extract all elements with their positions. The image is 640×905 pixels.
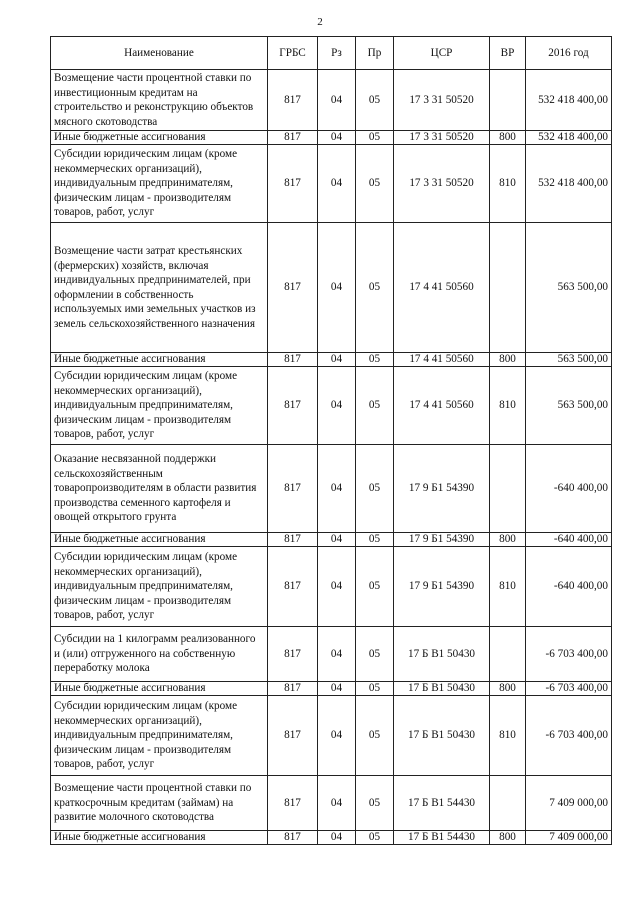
cell-rz: 04: [318, 696, 356, 776]
cell-pr: 05: [356, 445, 394, 533]
cell-rz: 04: [318, 533, 356, 547]
table-header-row: [51, 37, 612, 70]
cell-rz: 04: [318, 367, 356, 445]
cell-pr: 05: [356, 223, 394, 353]
cell-vr: [490, 627, 526, 682]
cell-grbs: 817: [268, 533, 318, 547]
cell-csr: 17 Б В1 54430: [394, 776, 490, 831]
cell-pr: 05: [356, 353, 394, 367]
cell-name: Возмещение части процентной ставки по краткосрочным кредитам (займам) на развитие молочного скотоводства: [51, 776, 268, 831]
cell-pr: 05: [356, 627, 394, 682]
cell-grbs: 817: [268, 367, 318, 445]
cell-amount: 563 500,00: [526, 353, 612, 367]
cell-vr: [490, 776, 526, 831]
cell-vr: 810: [490, 145, 526, 223]
cell-grbs: 817: [268, 223, 318, 353]
cell-csr: 17 9 Б1 54390: [394, 533, 490, 547]
cell-name: Субсидии на 1 килограмм реализованного и (или) отгруженного на собственную переработку молока: [51, 627, 268, 682]
header-pr: Пр: [356, 37, 394, 70]
cell-amount: 563 500,00: [526, 367, 612, 445]
cell-amount: -640 400,00: [526, 547, 612, 627]
header-name: Наименование: [51, 37, 268, 70]
cell-rz: 04: [318, 131, 356, 145]
cell-vr: 800: [490, 131, 526, 145]
cell-pr: 05: [356, 547, 394, 627]
cell-name: Возмещение части процентной ставки по инвестиционным кредитам на строительство и реконструкцию объектов мясного скотоводства: [51, 70, 268, 131]
table-row: [51, 223, 612, 353]
cell-amount: 532 418 400,00: [526, 145, 612, 223]
header-grbs: ГРБС: [268, 37, 318, 70]
cell-grbs: 817: [268, 145, 318, 223]
cell-grbs: 817: [268, 627, 318, 682]
cell-name: Оказание несвязанной поддержки сельскохозяйственным товаропроизводителям в области развития производства семенного картофеля и овощей открытого грунта: [51, 445, 268, 533]
table-row: [51, 776, 612, 831]
cell-pr: 05: [356, 131, 394, 145]
header-year: 2016 год: [526, 37, 612, 70]
cell-name: Субсидии юридическим лицам (кроме некоммерческих организаций), индивидуальным предпринимателям, физическим лицам - производителям товаров, работ, услуг: [51, 547, 268, 627]
table-row: [51, 627, 612, 682]
cell-pr: 05: [356, 682, 394, 696]
cell-csr: 17 Б В1 50430: [394, 627, 490, 682]
cell-vr: [490, 223, 526, 353]
cell-csr: 17 Б В1 50430: [394, 682, 490, 696]
table-row: [51, 353, 612, 367]
cell-rz: 04: [318, 776, 356, 831]
header-vr: ВР: [490, 37, 526, 70]
cell-name: Иные бюджетные ассигнования: [51, 831, 268, 845]
cell-grbs: 817: [268, 353, 318, 367]
table-row: [51, 445, 612, 533]
cell-grbs: 817: [268, 831, 318, 845]
cell-csr: 17 3 31 50520: [394, 70, 490, 131]
cell-amount: -6 703 400,00: [526, 696, 612, 776]
table-row: [51, 145, 612, 223]
cell-name: Возмещение части затрат крестьянских (фермерских) хозяйств, включая индивидуальных предпринимателей, при оформлении в собственность используемых ими земельных участков из земель сельскохозяйственного назначения: [51, 223, 268, 353]
cell-vr: 800: [490, 353, 526, 367]
cell-pr: 05: [356, 696, 394, 776]
cell-rz: 04: [318, 831, 356, 845]
cell-name: Субсидии юридическим лицам (кроме некоммерческих организаций), индивидуальным предпринимателям, физическим лицам - производителям товаров, работ, услуг: [51, 696, 268, 776]
table-row: [51, 70, 612, 131]
cell-grbs: 817: [268, 696, 318, 776]
cell-grbs: 817: [268, 682, 318, 696]
cell-name: Иные бюджетные ассигнования: [51, 353, 268, 367]
cell-rz: 04: [318, 445, 356, 533]
table-row: [51, 533, 612, 547]
cell-grbs: 817: [268, 131, 318, 145]
table-row: [51, 547, 612, 627]
table-row: [51, 682, 612, 696]
cell-pr: 05: [356, 776, 394, 831]
table-row: [51, 696, 612, 776]
cell-pr: 05: [356, 533, 394, 547]
cell-csr: 17 Б В1 54430: [394, 831, 490, 845]
cell-rz: 04: [318, 547, 356, 627]
cell-name: Иные бюджетные ассигнования: [51, 533, 268, 547]
cell-grbs: 817: [268, 547, 318, 627]
cell-vr: 810: [490, 367, 526, 445]
header-csr: ЦСР: [394, 37, 490, 70]
cell-name: Иные бюджетные ассигнования: [51, 131, 268, 145]
cell-grbs: 817: [268, 70, 318, 131]
cell-rz: 04: [318, 70, 356, 131]
cell-rz: 04: [318, 682, 356, 696]
cell-rz: 04: [318, 223, 356, 353]
cell-vr: 800: [490, 682, 526, 696]
cell-amount: 563 500,00: [526, 223, 612, 353]
cell-pr: 05: [356, 70, 394, 131]
cell-name: Иные бюджетные ассигнования: [51, 682, 268, 696]
cell-amount: 7 409 000,00: [526, 776, 612, 831]
cell-pr: 05: [356, 145, 394, 223]
cell-amount: -640 400,00: [526, 533, 612, 547]
cell-rz: 04: [318, 627, 356, 682]
cell-amount: 532 418 400,00: [526, 131, 612, 145]
cell-rz: 04: [318, 353, 356, 367]
cell-vr: [490, 70, 526, 131]
cell-vr: 800: [490, 831, 526, 845]
cell-name: Субсидии юридическим лицам (кроме некоммерческих организаций), индивидуальным предпринимателям, физическим лицам - производителям товаров, работ, услуг: [51, 145, 268, 223]
cell-amount: -6 703 400,00: [526, 682, 612, 696]
table-row: [51, 367, 612, 445]
cell-amount: 532 418 400,00: [526, 70, 612, 131]
cell-vr: 810: [490, 547, 526, 627]
budget-table: [50, 36, 612, 845]
cell-csr: 17 4 41 50560: [394, 223, 490, 353]
table-row: [51, 131, 612, 145]
cell-csr: 17 9 Б1 54390: [394, 445, 490, 533]
cell-csr: 17 4 41 50560: [394, 353, 490, 367]
cell-grbs: 817: [268, 445, 318, 533]
cell-pr: 05: [356, 367, 394, 445]
cell-rz: 04: [318, 145, 356, 223]
cell-csr: 17 3 31 50520: [394, 145, 490, 223]
cell-grbs: 817: [268, 776, 318, 831]
cell-amount: 7 409 000,00: [526, 831, 612, 845]
cell-amount: -6 703 400,00: [526, 627, 612, 682]
cell-pr: 05: [356, 831, 394, 845]
table-row: [51, 831, 612, 845]
cell-csr: 17 4 41 50560: [394, 367, 490, 445]
cell-csr: 17 9 Б1 54390: [394, 547, 490, 627]
cell-name: Субсидии юридическим лицам (кроме некоммерческих организаций), индивидуальным предпринимателям, физическим лицам - производителям товаров, работ, услуг: [51, 367, 268, 445]
table-body: [51, 70, 612, 845]
cell-vr: [490, 445, 526, 533]
cell-vr: 800: [490, 533, 526, 547]
cell-csr: 17 Б В1 50430: [394, 696, 490, 776]
cell-csr: 17 3 31 50520: [394, 131, 490, 145]
page-number: 2: [317, 16, 323, 28]
cell-amount: -640 400,00: [526, 445, 612, 533]
header-rz: Рз: [318, 37, 356, 70]
cell-vr: 810: [490, 696, 526, 776]
